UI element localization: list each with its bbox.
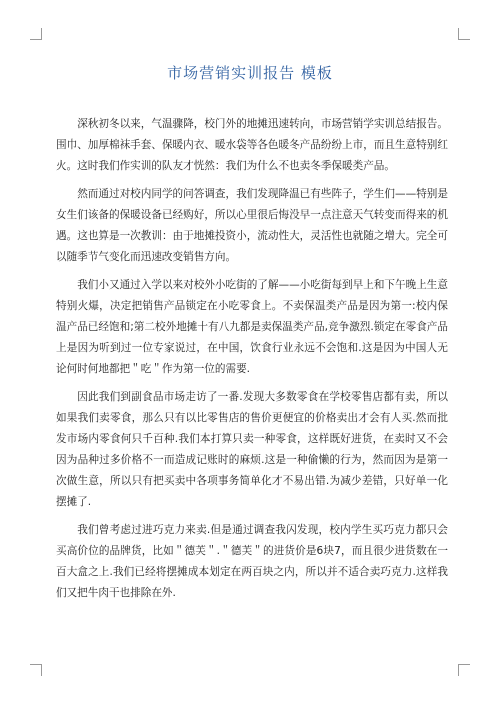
- document-body: [56, 114, 448, 611]
- paragraph-1: 深秋初冬以来，气温骤降，校门外的地摊迅速转向，市场营销学实训总结报告。围巾、加厚棉袜手套、保暖内衣、暖水袋等各色暖冬产品纷纷上市，而且生意特别红火。这时我们作实训的队友才恍然：我们为什么不也卖冬季保暖类产品。: [56, 118, 448, 172]
- document-title: 市场营销实训报告 模板: [167, 64, 333, 82]
- crop-mark-top-left: [30, 28, 42, 40]
- crop-mark-bottom-left: [30, 664, 42, 676]
- paragraph-4: 因此我们到副食品市场走访了一番.发现大多数零食在学校零售店都有卖，所以如果我们卖零食，那么只有以比零售店的售价更便宜的价格卖出才会有人买.然而批发市场内零食何只千百种.我们本打算只卖一种零食，这样既好进货，在卖时又不会因为品种过多价格不一而造成记账时的麻烦.这是一种偷懒的行为，然而因为是第一次做生意，所以只有把买卖中各项事务简单化才不易出错.为减少差错，只好单一化摆摊了.: [56, 391, 448, 508]
- paragraph-5: 我们曾考虑过进巧克力来卖.但是通过调查我闪发现，校内学生买巧克力都只会买高价位的品牌货，比如＂德芙＂.＂德芙＂的进货价是6块7，而且很少进货数在一百大盒之上.我们已经将摆摊成本划定在两百块之内，所以并不适合卖巧克力.这样我们又把牛肉干也排除在外.: [56, 524, 448, 599]
- paragraph-2: 然而通过对校内同学的问答调查，我们发现降温已有些阵子，学生们——特别是女生们该备的保暖设备已经购好，所以心里很后悔没早一点注意天气转变而得来的机遇。这也算是一次教训：由于地摊投资小，流动性大，灵活性也就随之增大。完全可以随季节气变化而迅速改变销售方向。: [56, 188, 448, 263]
- crop-mark-top-right: [458, 28, 470, 40]
- paragraph-3: 我们小又通过入学以来对校外小吃街的了解——小吃街每到早上和下午晚上生意特别火爆，决定把销售产品锁定在小吃零食上。不卖保温类产品是因为第一:校内保温产品已经饱和;第二校外地摊十有八九都是卖保温类产品,竞争激烈.锁定在零食产品上是因为听到过一位专家说过，在中国，饮食行业永远不会饱和.这是因为中国人无论何时何地都把＂吃＂作为第一位的需要.: [56, 279, 448, 375]
- crop-mark-bottom-right: [458, 664, 470, 676]
